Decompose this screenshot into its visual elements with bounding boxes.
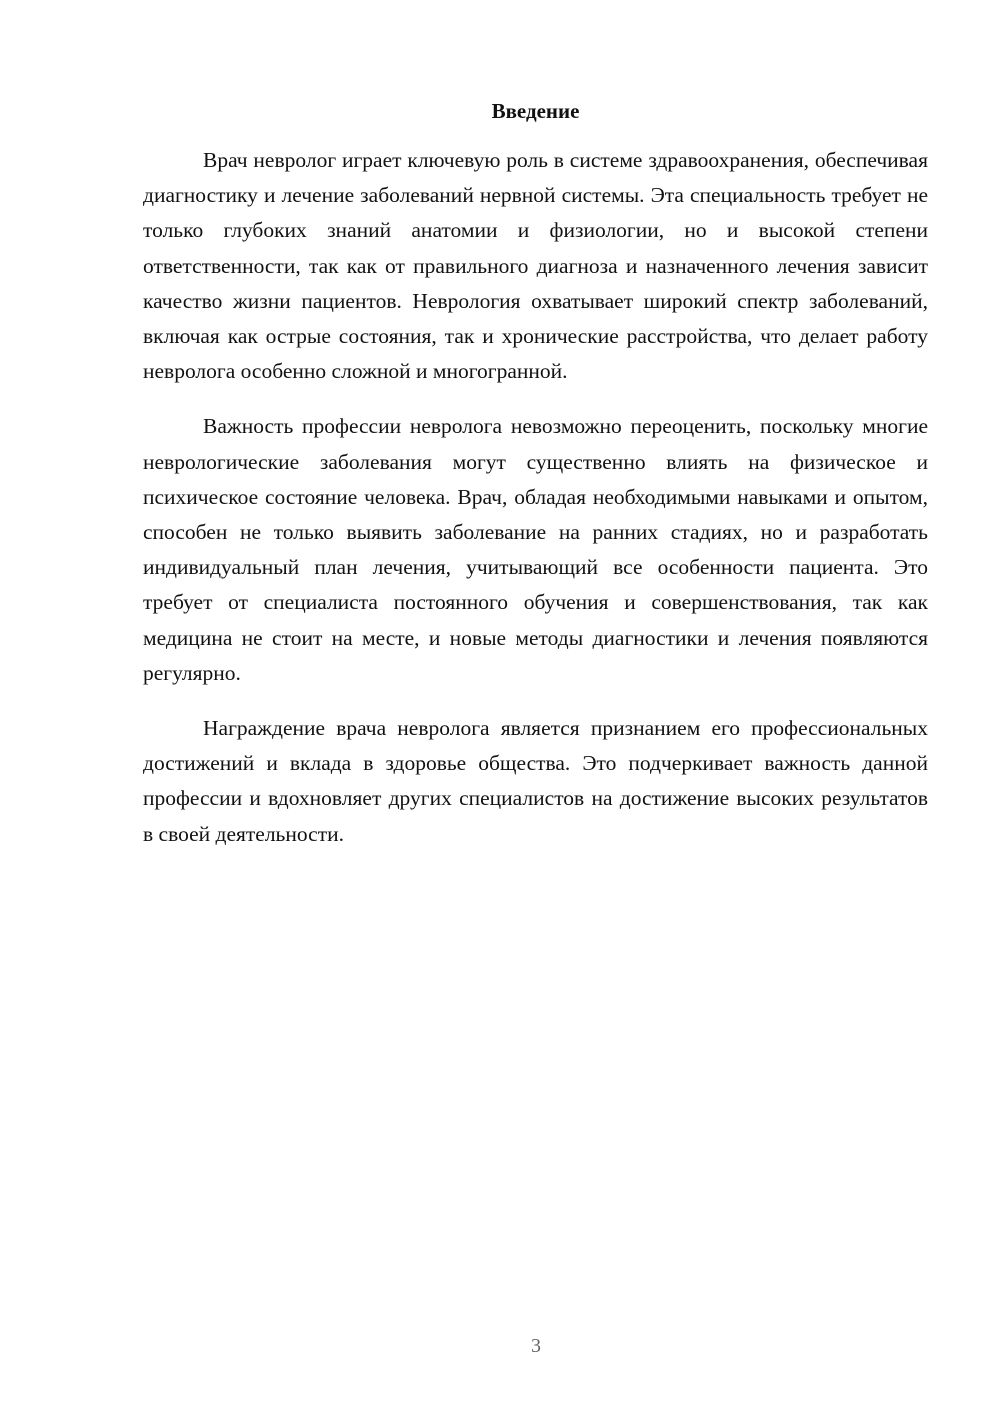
paragraph-1: Врач невролог играет ключевую роль в системе здравоохранения, обеспечивая диагностику и лечение заболеваний нервной системы. Эта специальность требует не только глубоких знаний анатомии и физиологии, но и высокой степени ответственности, так как от правильного диагноза и назначенного лечения зависит качество жизни пациентов. Неврология охватывает широкий спектр заболеваний, включая как острые состояния, так и хронические расстройства, что делает работу невролога особенно сложной и многогранной. bbox=[143, 148, 928, 384]
body-text bbox=[143, 143, 928, 872]
paragraph-3: Награждение врача невролога является признанием его профессиональных достижений и вклада в здоровье общества. Это подчеркивает важность данной профессии и вдохновляет других специалистов на достижение высоких результатов в своей деятельности. bbox=[143, 716, 928, 846]
section-heading: Введение bbox=[491, 99, 580, 123]
page-number: 3 bbox=[531, 1335, 541, 1357]
paragraph-2: Важность профессии невролога невозможно переоценить, поскольку многие неврологические заболевания могут существенно влиять на физическое и психическое состояние человека. Врач, обладая необходимыми навыками и опытом, способен не только выявить заболевание на ранних стадиях, но и разработать индивидуальный план лечения, учитывающий все особенности пациента. Это требует от специалиста постоянного обучения и совершенствования, так как медицина не стоит на месте, и новые методы диагностики и лечения появляются регулярно. bbox=[143, 414, 928, 685]
